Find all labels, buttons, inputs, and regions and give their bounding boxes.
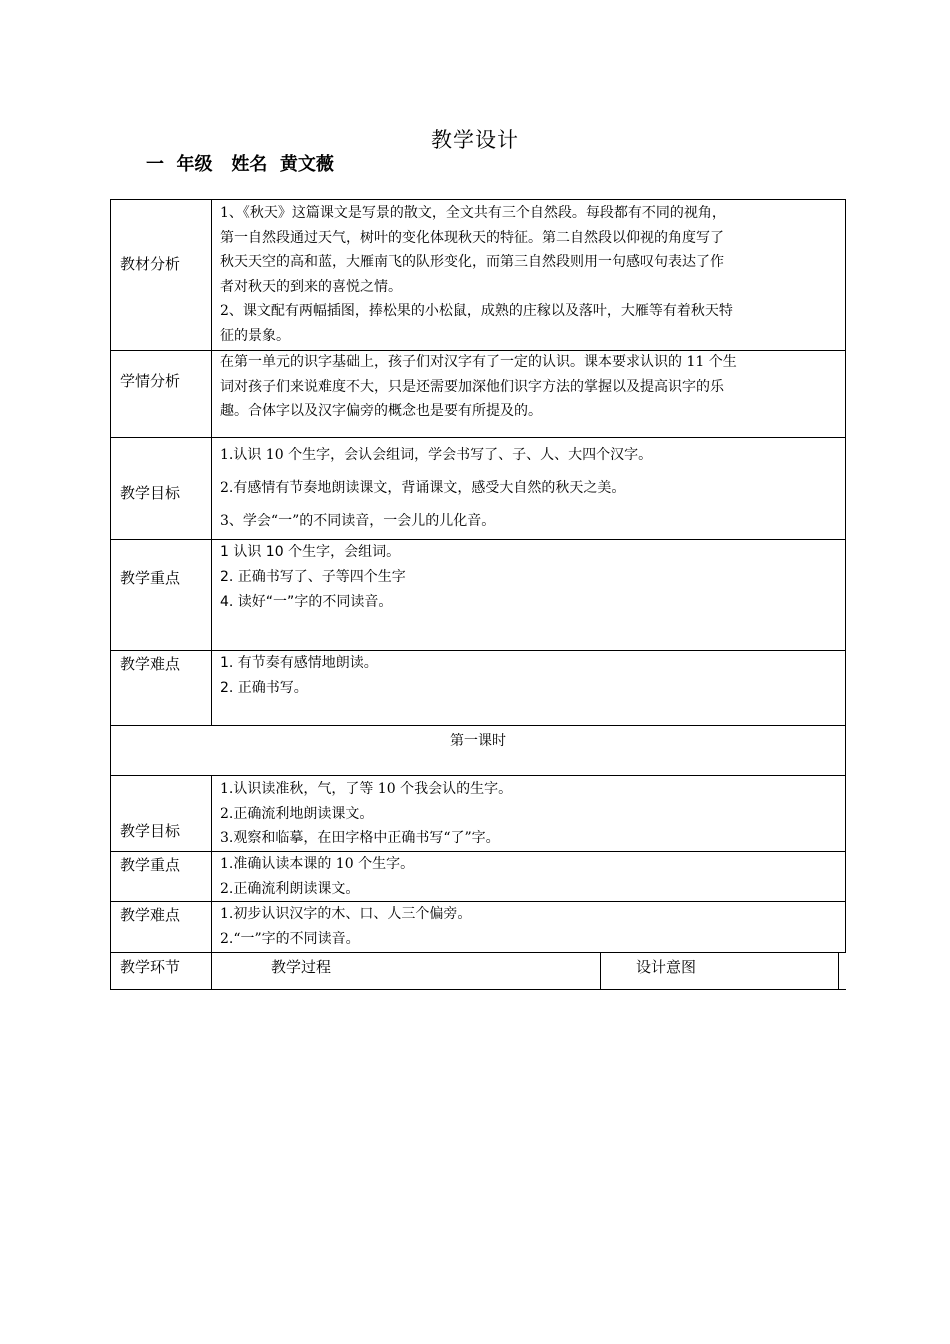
difficult-points-text: 1. 有节奏有感情地朗读。 2. 正确书写。	[220, 655, 378, 696]
footer-col-intent: 设计意图	[636, 958, 697, 976]
row-label-goals: 教学目标	[120, 484, 181, 502]
lesson-one-header: 第一课时	[450, 733, 506, 749]
l1-row-label-goals: 教学目标	[120, 822, 181, 840]
l1-difficult-text: 1.初步认识汉字的木、口、人三个偏旁。 2.“一”字的不同读音。	[220, 906, 472, 947]
row-label-material: 教材分析	[120, 255, 181, 273]
key-points-text: 1 认识 10 个生字，会组词。 2. 正确书写了、子等四个生字 4. 读好“一”字的不同读音。	[220, 544, 406, 610]
page-title: 教学设计	[431, 128, 519, 152]
l1-goals-text: 1.认识读准秋，气，了等 10 个我会认的生字。 2.正确流利地朗读课文。 3.观察和临摹，在田字格中正确书写“了”字。	[220, 781, 513, 846]
student-analysis-text: 在第一单元的识字基础上，孩子们对汉字有了一定的认识。课本要求认识的 11 个生 词对孩子们来说难度不大，只是还需要加深他们识字方法的掌握以及提高识字的乐 趣。合体字以及汉字偏旁的概念也是要有所提及的。	[220, 354, 737, 419]
teaching-goals-text: 1.认识 10 个生字，会认会组词，学会书写了、子、人、大四个汉字。 2.有感情有节奏地朗读课文，背诵课文，感受大自然的秋天之美。 3、学会“一”的不同读音，一会儿的儿化音。	[220, 447, 653, 529]
l1-row-label-difficult: 教学难点	[120, 906, 181, 924]
l1-row-label-key: 教学重点	[120, 856, 181, 874]
row-label-difficult: 教学难点	[120, 655, 181, 673]
footer-col-stage: 教学环节	[120, 958, 181, 976]
material-analysis-text: 1、《秋天》这篇课文是写景的散文，全文共有三个自然段。每段都有不同的视角， 第一自然段通过天气，树叶的变化体现秋天的特征。第二自然段以仰视的角度写了 秋天天空的高和蓝，大雁南飞的队形变化，而第三自然段则用一句感叹句表达了作 者对秋天的到来的喜悦之情。 2、课文配有两幅插图，捧松果的小松鼠，成熟的庄稼以及落叶，大雁等有着秋天特 征的景象。	[220, 205, 733, 344]
l1-key-text: 1.准确认读本课的 10 个生字。 2.正确流利朗读课文。	[220, 856, 415, 897]
footer-col-process: 教学过程	[271, 958, 332, 976]
author-line: 一 年级 姓名 黄文薇	[146, 154, 334, 175]
row-label-students: 学情分析	[120, 372, 181, 390]
row-label-key: 教学重点	[120, 569, 181, 587]
